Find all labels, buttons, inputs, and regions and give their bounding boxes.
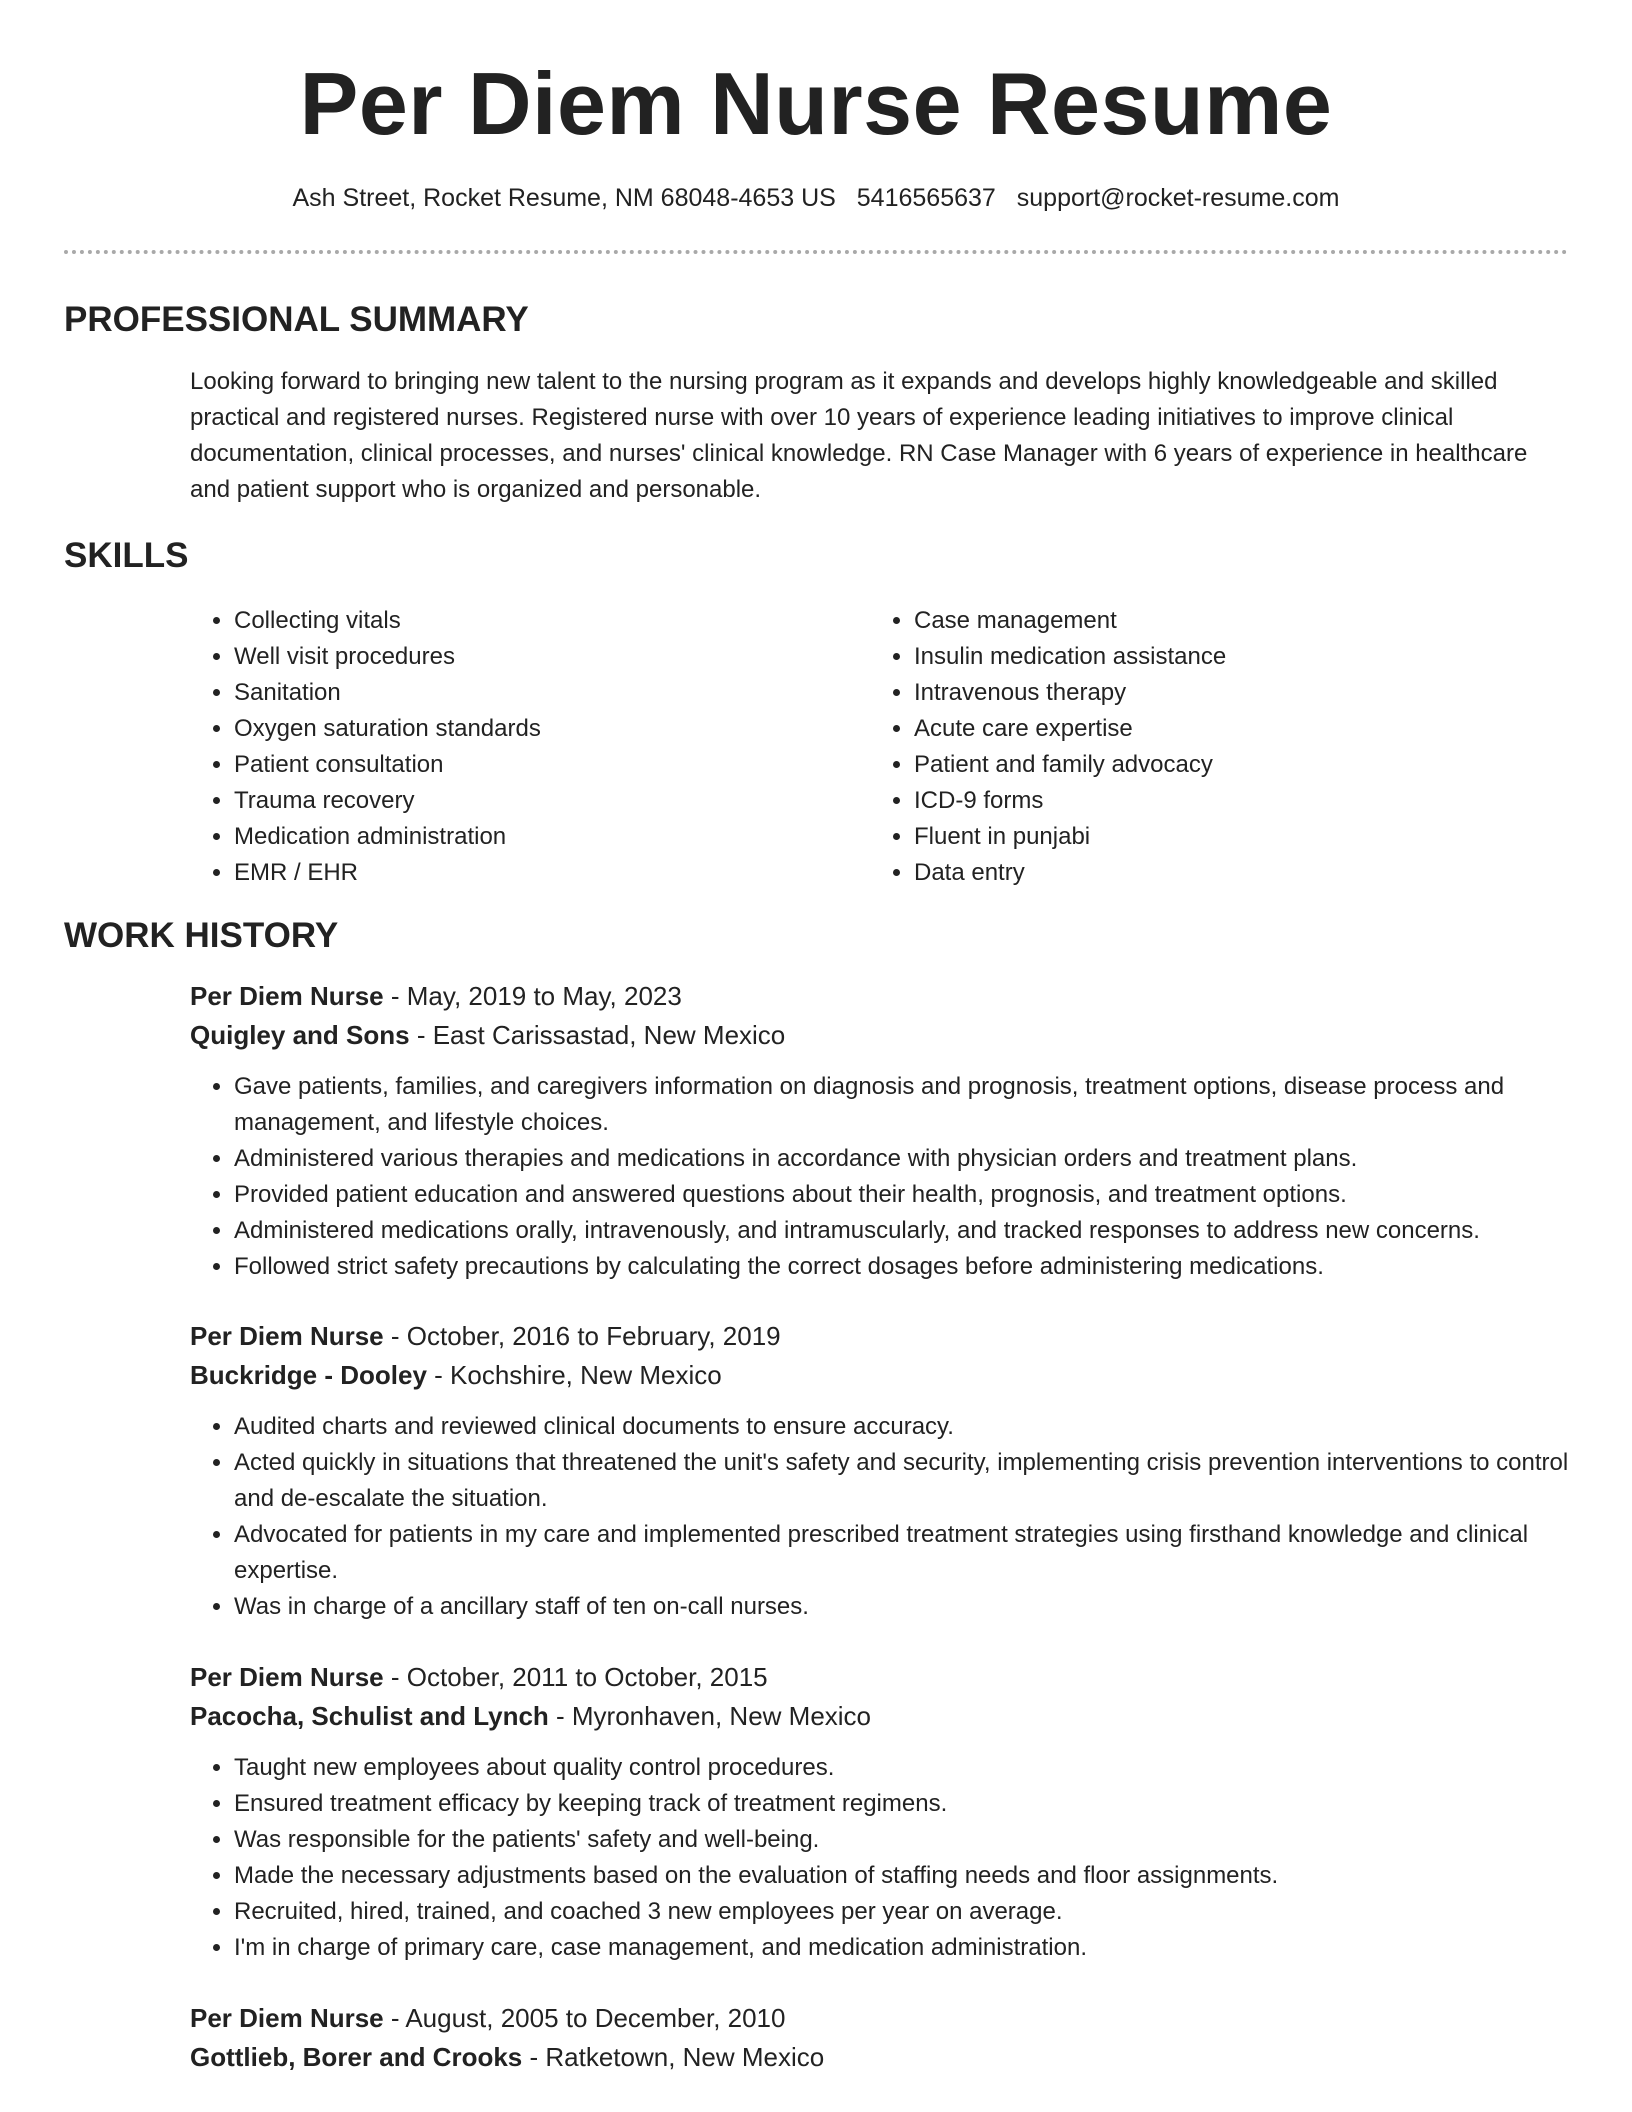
job-bullet: • Gave patients, families, and caregivers information on diagnosis and prognosis, treatment options, disease process and management, and lifestyle choices. [234,1069,1570,1141]
skill-item: • Sanitation [234,675,874,711]
skill-item: • Collecting vitals [234,603,874,639]
address: Ash Street, Rocket Resume, NM 68048-4653 US [292,184,836,212]
job-entry [190,1658,1570,1966]
skill-item: • Medication administration [234,819,874,855]
job-entry [190,977,1570,1285]
job-bullet: • Was in charge of a ancillary staff of ten on-call nurses. [234,1589,1570,1625]
contact-line [64,180,1568,216]
skills-list-left [190,603,874,891]
job-bullet: • Advocated for patients in my care and implemented prescribed treatment strategies using firsthand knowledge and clinical expertise. [234,1517,1570,1589]
dotted-divider [64,250,1568,254]
email: support@rocket-resume.com [1016,184,1340,212]
job-bullet: • Taught new employees about quality control procedures. [234,1750,1570,1786]
job-bullet: • Audited charts and reviewed clinical documents to ensure accuracy. [234,1409,1570,1445]
skill-item: • Well visit procedures [234,639,874,675]
job-bullet: • Administered various therapies and medications in accordance with physician orders and treatment plans. [234,1141,1570,1177]
job-company: Gottlieb, Borer and Crooks [190,2042,523,2072]
summary-heading: PROFESSIONAL SUMMARY [64,300,529,339]
job-company: Buckridge - Dooley [190,1360,427,1390]
job-location: - Myronhaven, New Mexico [548,1701,872,1731]
job-entry [190,1317,1570,1625]
job-location: - Kochshire, New Mexico [426,1360,722,1390]
skill-item: • Data entry [914,855,1554,891]
job-title-line [190,977,1570,1016]
job-bullet: • I'm in charge of primary care, case management, and medication administration. [234,1930,1570,1966]
job-company-line [190,2038,1570,2077]
skill-item: • EMR / EHR [234,855,874,891]
job-title: Per Diem Nurse [190,2003,384,2033]
skills-list-right [870,603,1554,891]
job-title-line [190,1317,1570,1356]
job-entry [190,1999,1570,2077]
job-bullet: • Provided patient education and answered questions about their health, prognosis, and treatment options. [234,1177,1570,1213]
skill-item: • Insulin medication assistance [914,639,1554,675]
skill-item: • Intravenous therapy [914,675,1554,711]
job-location: - Ratketown, New Mexico [522,2042,825,2072]
job-bullets [190,1409,1570,1625]
phone: 5416565637 [856,184,996,212]
skill-item: • Patient consultation [234,747,874,783]
job-bullet: • Followed strict safety precautions by calculating the correct dosages before administering medications. [234,1249,1570,1285]
page-title: Per Diem Nurse Resume [299,54,1333,153]
job-company: Quigley and Sons [190,1020,410,1050]
job-company-line [190,1016,1570,1055]
job-company-line [190,1356,1570,1395]
job-bullet: • Administered medications orally, intravenously, and intramuscularly, and tracked responses to address new concerns. [234,1213,1570,1249]
skills-heading: SKILLS [64,536,189,575]
job-company: Pacocha, Schulist and Lynch [190,1701,549,1731]
job-title: Per Diem Nurse [190,1321,384,1351]
job-title-line [190,1999,1570,2038]
job-bullet: • Was responsible for the patients' safety and well-being. [234,1822,1570,1858]
job-dates: - May, 2019 to May, 2023 [383,981,682,1011]
job-company-line [190,1697,1570,1736]
skill-item: • ICD-9 forms [914,783,1554,819]
job-bullets [190,1750,1570,1966]
job-title: Per Diem Nurse [190,981,384,1011]
skill-item: • Patient and family advocacy [914,747,1554,783]
skill-item: • Case management [914,603,1554,639]
job-dates: - October, 2016 to February, 2019 [383,1321,781,1351]
job-bullet: • Made the necessary adjustments based on the evaluation of staffing needs and floor assignments. [234,1858,1570,1894]
skill-item: • Fluent in punjabi [914,819,1554,855]
job-title-line [190,1658,1570,1697]
skill-item: • Oxygen saturation standards [234,711,874,747]
work-history-heading: WORK HISTORY [64,916,339,955]
job-bullet: • Acted quickly in situations that threatened the unit's safety and security, implementing crisis prevention interventions to control and de-escalate the situation. [234,1445,1570,1517]
job-dates: - August, 2005 to December, 2010 [383,2003,786,2033]
skill-item: • Trauma recovery [234,783,874,819]
job-bullets [190,1069,1570,1285]
job-bullet: • Recruited, hired, trained, and coached 3 new employees per year on average. [234,1894,1570,1930]
skill-item: • Acute care expertise [914,711,1554,747]
job-dates: - October, 2011 to October, 2015 [383,1662,768,1692]
job-title: Per Diem Nurse [190,1662,384,1692]
job-bullet: • Ensured treatment efficacy by keeping track of treatment regimens. [234,1786,1570,1822]
summary-text: Looking forward to bringing new talent to the nursing program as it expands and develops highly knowledgeable and skilled practical and registered nurses. Registered nurse with over 10 years of experience leading initiatives to improve clinical documentation, clinical processes, and nurses' clinical knowledge. RN Case Manager with 6 years of experience in healthcare and patient support who is organized and personable. [190,368,1528,503]
job-location: - East Carissastad, New Mexico [409,1020,786,1050]
